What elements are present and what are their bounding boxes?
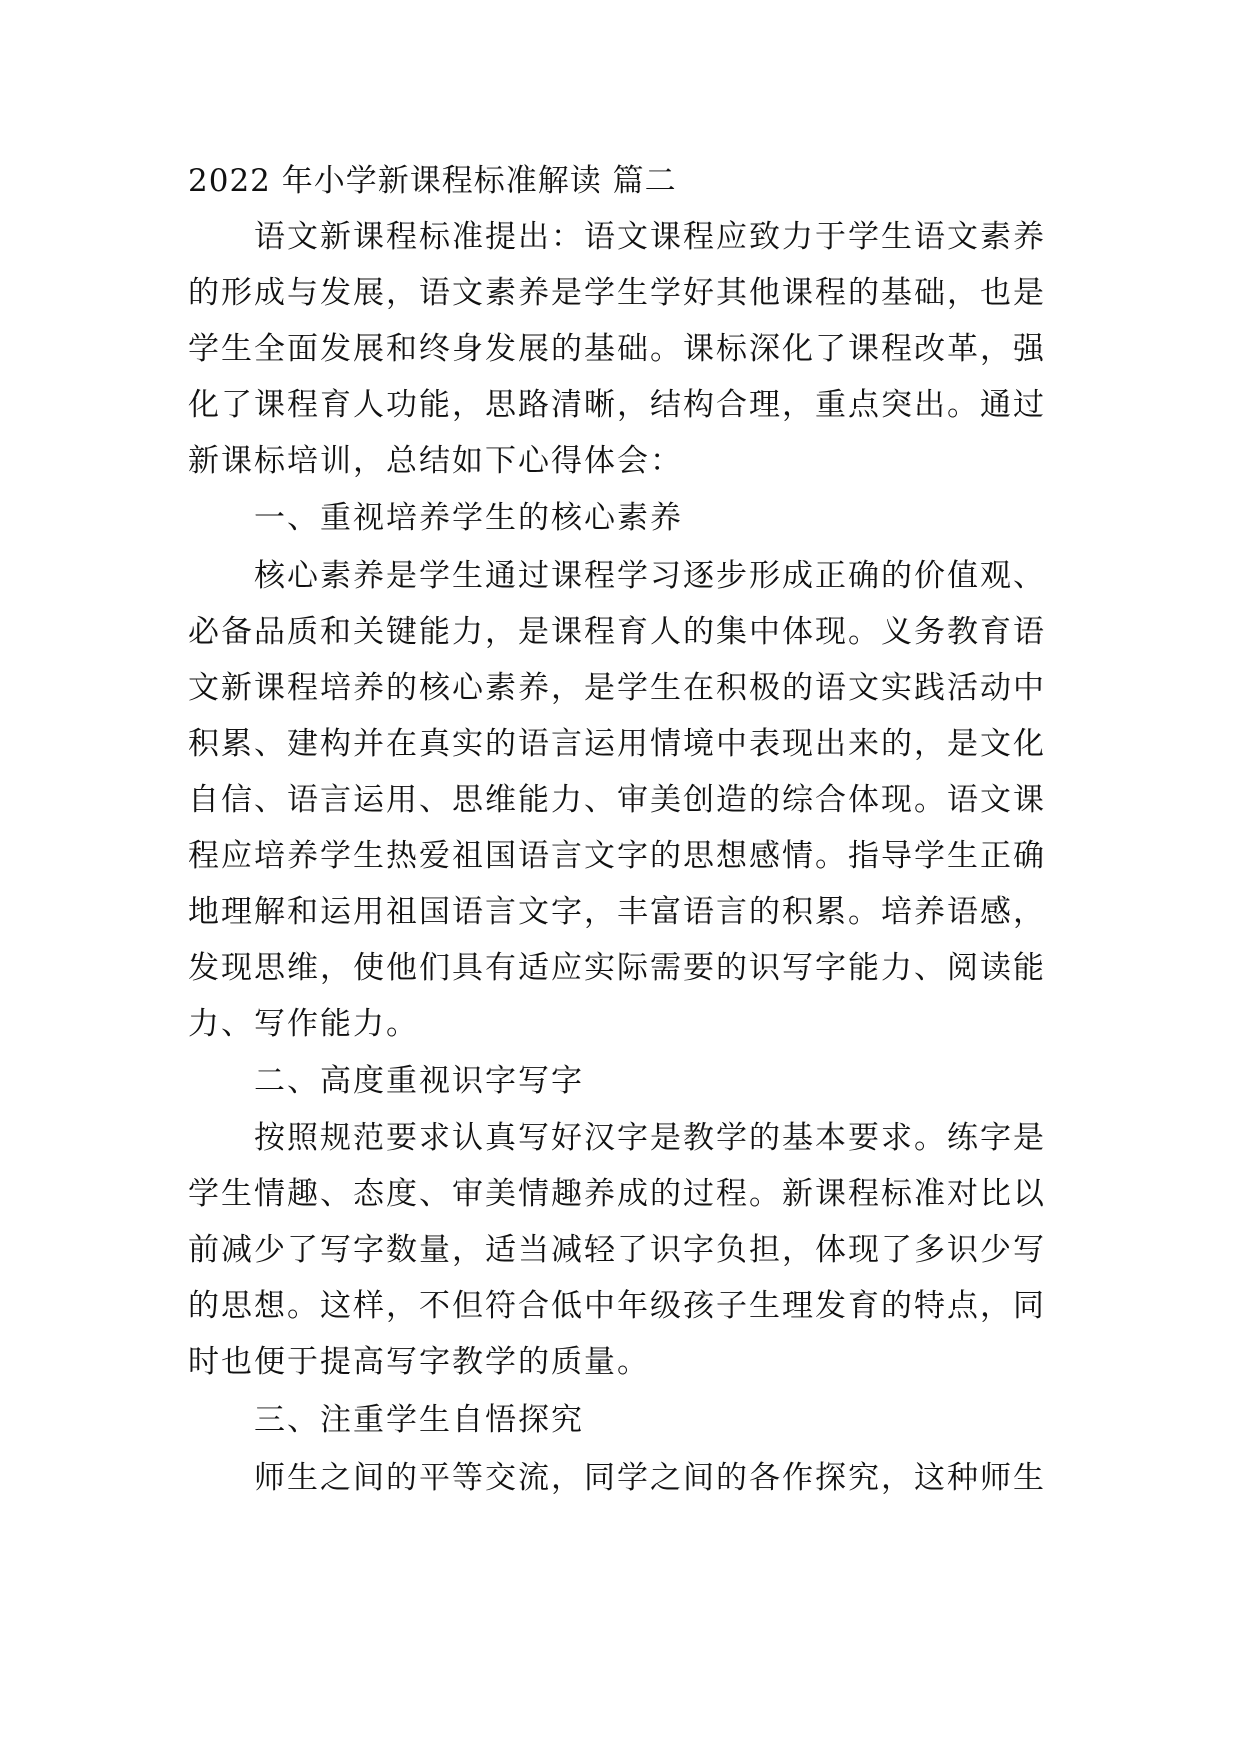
paragraph-line: 语文新课程标准提出：语文课程应致力于学生语文素养	[254, 219, 1046, 255]
paragraph-line: 师生之间的平等交流，同学之间的各作探究，这种师生	[254, 1460, 1046, 1496]
paragraph-line: 自信、语言运用、思维能力、审美创造的综合体现。语文课	[188, 782, 1046, 818]
paragraph-line: 学生情趣、态度、审美情趣养成的过程。新课程标准对比以	[188, 1176, 1046, 1212]
section-heading: 三、注重学生自悟探究	[254, 1402, 584, 1438]
section-heading: 一、重视培养学生的核心素养	[254, 500, 683, 536]
paragraph-line: 地理解和运用祖国语言文字，丰富语言的积累。培养语感，	[188, 894, 1046, 930]
paragraph-line: 化了课程育人功能，思路清晰，结构合理，重点突出。通过	[188, 387, 1046, 423]
section-heading: 二、高度重视识字写字	[254, 1063, 584, 1099]
paragraph-line: 力、写作能力。	[188, 1006, 419, 1042]
paragraph-line: 必备品质和关键能力，是课程育人的集中体现。义务教育语	[188, 614, 1046, 650]
paragraph-line: 学生全面发展和终身发展的基础。课标深化了课程改革，强	[188, 331, 1046, 367]
paragraph-line: 的思想。这样，不但符合低中年级孩子生理发育的特点，同	[188, 1288, 1046, 1324]
paragraph-line: 新课标培训，总结如下心得体会：	[188, 443, 683, 479]
paragraph-line: 前减少了写字数量，适当减轻了识字负担，体现了多识少写	[188, 1232, 1046, 1268]
document-title: 2022 年小学新课程标准解读 篇二	[188, 163, 677, 199]
paragraph-line: 积累、建构并在真实的语言运用情境中表现出来的，是文化	[188, 726, 1046, 762]
paragraph-line: 发现思维，使他们具有适应实际需要的识写字能力、阅读能	[188, 950, 1046, 986]
paragraph-line: 文新课程培养的核心素养，是学生在积极的语文实践活动中	[188, 670, 1046, 706]
paragraph-line: 程应培养学生热爱祖国语言文字的思想感情。指导学生正确	[188, 838, 1046, 874]
paragraph-line: 时也便于提高写字教学的质量。	[188, 1344, 650, 1380]
paragraph-line: 按照规范要求认真写好汉字是教学的基本要求。练字是	[254, 1120, 1046, 1156]
paragraph-line: 的形成与发展，语文素养是学生学好其他课程的基础，也是	[188, 275, 1046, 311]
paragraph-line: 核心素养是学生通过课程学习逐步形成正确的价值观、	[254, 558, 1046, 594]
